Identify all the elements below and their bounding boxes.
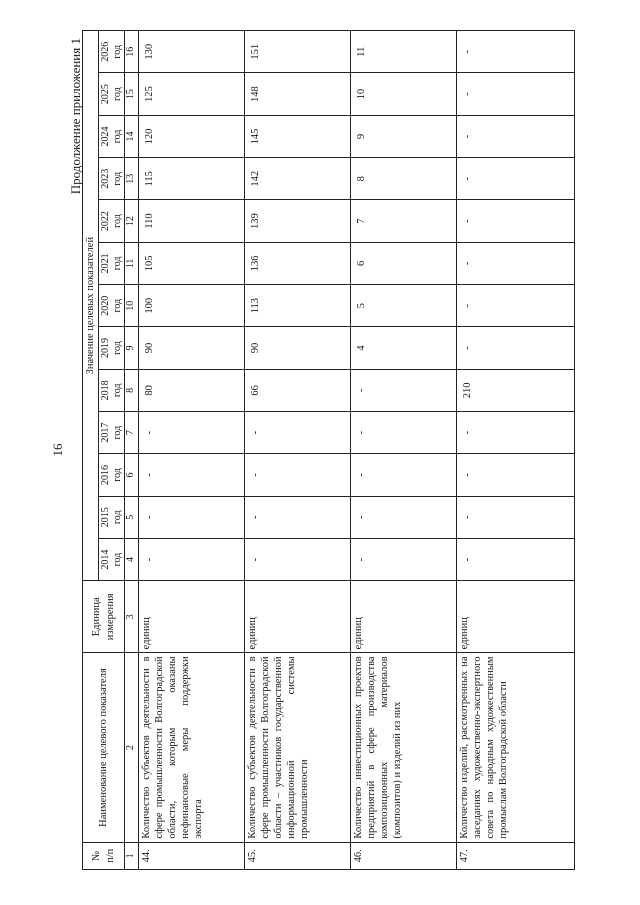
indicator-unit: единиц <box>138 581 244 653</box>
column-number: 10 <box>125 285 139 327</box>
indicator-value: - <box>456 411 574 453</box>
indicator-value: - <box>244 496 350 538</box>
column-number: 2 <box>125 653 139 842</box>
indicator-value: 11 <box>350 31 456 73</box>
indicator-value: 8 <box>350 158 456 200</box>
table-row <box>456 31 574 870</box>
header-year <box>99 411 125 453</box>
header-values-group: Значение целевых показателей <box>83 31 99 581</box>
column-number: 8 <box>125 369 139 411</box>
target-indicators-table <box>82 30 575 870</box>
indicator-value: - <box>456 496 574 538</box>
column-number: 11 <box>125 242 139 284</box>
indicator-value: 80 <box>138 369 244 411</box>
indicator-value: - <box>456 327 574 369</box>
header-year-value: 2015 <box>100 507 112 528</box>
header-year-unit: год <box>111 425 123 440</box>
header-year-value: 2014 <box>100 549 112 570</box>
table-body <box>138 31 574 870</box>
indicator-value: 66 <box>244 369 350 411</box>
header-year-value: 2026 <box>100 41 112 62</box>
column-numbers-row <box>125 31 139 870</box>
header-year-unit: год <box>111 341 123 355</box>
header-year-unit: год <box>111 214 123 228</box>
row-number: 45. <box>244 842 350 869</box>
indicator-value: 90 <box>138 327 244 369</box>
indicator-name: Количество инвестиционных проектов предприятий в сфере производства композиционных материалов (композитов) и изделий из них <box>350 653 456 842</box>
indicator-value: - <box>350 496 456 538</box>
column-number: 3 <box>125 581 139 653</box>
indicator-value: 130 <box>138 31 244 73</box>
indicator-value: - <box>350 369 456 411</box>
indicator-value: - <box>138 454 244 496</box>
header-year <box>99 285 125 327</box>
column-number: 14 <box>125 115 139 157</box>
table-row <box>138 31 244 870</box>
column-number: 6 <box>125 454 139 496</box>
indicator-value: 113 <box>244 285 350 327</box>
row-number: 46. <box>350 842 456 869</box>
indicator-value: 5 <box>350 285 456 327</box>
indicator-unit: единиц <box>456 581 574 653</box>
row-number: 47. <box>456 842 574 869</box>
header-no: № п/п <box>83 842 125 869</box>
header-year-value: 2019 <box>100 338 112 359</box>
header-row-1 <box>83 31 99 870</box>
indicator-value: 105 <box>138 242 244 284</box>
indicator-value: 6 <box>350 242 456 284</box>
column-number: 15 <box>125 73 139 115</box>
document-page <box>20 20 620 880</box>
indicator-value: - <box>244 454 350 496</box>
header-year <box>99 454 125 496</box>
indicator-value: - <box>456 115 574 157</box>
indicator-value: 115 <box>138 158 244 200</box>
header-year <box>99 327 125 369</box>
indicator-value: - <box>138 496 244 538</box>
header-year-value: 2022 <box>100 211 112 232</box>
indicator-value: 9 <box>350 115 456 157</box>
header-year-value: 2020 <box>100 295 112 316</box>
indicator-value: - <box>456 200 574 242</box>
column-number: 12 <box>125 200 139 242</box>
header-year-value: 2025 <box>100 84 112 105</box>
indicator-value: 136 <box>244 242 350 284</box>
indicator-value: 151 <box>244 31 350 73</box>
indicator-value: - <box>350 454 456 496</box>
indicator-value: - <box>350 538 456 580</box>
indicator-value: 10 <box>350 73 456 115</box>
continuation-label: Продолжение приложения 1 <box>68 38 83 195</box>
header-year <box>99 31 125 73</box>
header-year-value: 2017 <box>100 422 112 443</box>
column-number: 5 <box>125 496 139 538</box>
indicator-value: 90 <box>244 327 350 369</box>
table-row <box>350 31 456 870</box>
indicator-value: - <box>244 411 350 453</box>
indicator-value: - <box>138 411 244 453</box>
indicator-value: 210 <box>456 369 574 411</box>
table-row <box>244 31 350 870</box>
indicator-value: 145 <box>244 115 350 157</box>
header-year <box>99 369 125 411</box>
column-number: 1 <box>125 842 139 869</box>
header-year-unit: год <box>111 87 123 101</box>
indicator-value: - <box>456 285 574 327</box>
header-year-unit: год <box>111 468 123 482</box>
column-number: 7 <box>125 411 139 453</box>
indicator-value: 148 <box>244 73 350 115</box>
header-year <box>99 115 125 157</box>
row-number: 44. <box>138 842 244 869</box>
indicator-value: 139 <box>244 200 350 242</box>
header-year <box>99 496 125 538</box>
indicator-unit: единиц <box>244 581 350 653</box>
header-year-unit: год <box>111 298 123 313</box>
header-year <box>99 200 125 242</box>
indicator-value: - <box>456 454 574 496</box>
column-number: 4 <box>125 538 139 580</box>
indicator-value: - <box>244 538 350 580</box>
column-number: 16 <box>125 31 139 73</box>
indicator-value: - <box>456 158 574 200</box>
header-year <box>99 73 125 115</box>
column-number: 9 <box>125 327 139 369</box>
indicator-value: 4 <box>350 327 456 369</box>
column-number: 13 <box>125 158 139 200</box>
indicator-name: Количество субъектов деятельности в сфере промышленности Волгоградской области, которым оказаны нефинансовые меры поддержки экспорта <box>138 653 244 842</box>
indicator-value: 120 <box>138 115 244 157</box>
indicator-value: - <box>456 31 574 73</box>
header-year <box>99 538 125 580</box>
header-year <box>99 242 125 284</box>
header-year-unit: год <box>111 552 123 567</box>
header-year <box>99 158 125 200</box>
header-year-unit: год <box>111 171 123 186</box>
header-year-value: 2018 <box>100 380 112 401</box>
indicator-value: - <box>456 242 574 284</box>
header-year-unit: год <box>111 510 123 525</box>
indicator-value: 142 <box>244 158 350 200</box>
header-year-value: 2023 <box>100 168 112 189</box>
indicator-value: - <box>456 538 574 580</box>
indicator-value: - <box>456 73 574 115</box>
indicator-name: Количество изделий, рассмотренных на заседаниях художественно-экспертного совета по народным художественным промыслам Волгоградской области <box>456 653 574 842</box>
page-number: 16 <box>50 443 65 457</box>
indicator-value: 100 <box>138 285 244 327</box>
header-unit: Единица измерения <box>83 581 125 653</box>
indicator-name: Количество субъектов деятельности в сфере промышленности Волгоградской области – участников государственной информационной системы промышленности <box>244 653 350 842</box>
header-year-value: 2024 <box>100 126 112 147</box>
indicator-value: 110 <box>138 200 244 242</box>
header-name: Наименование целевого показателя <box>83 653 125 842</box>
indicator-value: - <box>350 411 456 453</box>
header-year-unit: год <box>111 383 123 398</box>
indicator-unit: единиц <box>350 581 456 653</box>
header-year-unit: год <box>111 256 123 271</box>
header-year-unit: год <box>111 129 123 144</box>
indicator-value: 125 <box>138 73 244 115</box>
indicator-value: 7 <box>350 200 456 242</box>
header-year-unit: год <box>111 44 123 59</box>
header-year-value: 2016 <box>100 464 112 485</box>
header-year-value: 2021 <box>100 253 112 274</box>
indicator-value: - <box>138 538 244 580</box>
